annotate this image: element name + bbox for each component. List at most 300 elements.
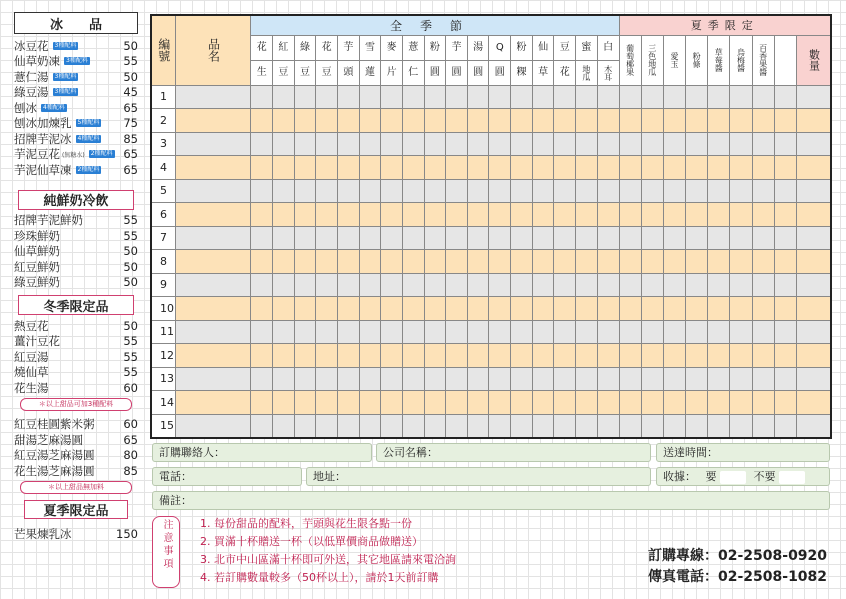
- item-name-cell[interactable]: [176, 344, 251, 368]
- order-cell[interactable]: [446, 391, 468, 415]
- item-name-cell[interactable]: [176, 273, 251, 297]
- order-cell[interactable]: [511, 226, 533, 250]
- order-cell[interactable]: [294, 203, 316, 227]
- order-cell[interactable]: [641, 344, 663, 368]
- order-cell[interactable]: [641, 391, 663, 415]
- order-cell[interactable]: [554, 297, 576, 321]
- order-cell[interactable]: [402, 414, 424, 438]
- order-cell[interactable]: [273, 320, 295, 344]
- order-cell[interactable]: [641, 85, 663, 109]
- order-cell[interactable]: [489, 344, 511, 368]
- order-cell[interactable]: [511, 414, 533, 438]
- order-cell[interactable]: [554, 156, 576, 180]
- order-cell[interactable]: [663, 273, 685, 297]
- order-cell[interactable]: [511, 85, 533, 109]
- order-cell[interactable]: [359, 109, 381, 133]
- order-cell[interactable]: [273, 132, 295, 156]
- order-cell[interactable]: [576, 156, 598, 180]
- order-cell[interactable]: [316, 344, 338, 368]
- order-cell[interactable]: [381, 320, 403, 344]
- order-cell[interactable]: [686, 85, 708, 109]
- contact-person-field[interactable]: [152, 443, 372, 462]
- order-cell[interactable]: [316, 203, 338, 227]
- item-name-cell[interactable]: [176, 391, 251, 415]
- order-cell[interactable]: [402, 250, 424, 274]
- order-cell[interactable]: [446, 344, 468, 368]
- order-cell[interactable]: [663, 391, 685, 415]
- order-cell[interactable]: [273, 414, 295, 438]
- order-cell[interactable]: [294, 109, 316, 133]
- order-cell[interactable]: [359, 414, 381, 438]
- order-cell[interactable]: [467, 344, 489, 368]
- order-cell[interactable]: [597, 85, 619, 109]
- order-cell[interactable]: [402, 203, 424, 227]
- order-cell[interactable]: [467, 297, 489, 321]
- order-cell[interactable]: [576, 344, 598, 368]
- order-cell[interactable]: [338, 156, 360, 180]
- order-cell[interactable]: [402, 226, 424, 250]
- order-cell[interactable]: [619, 297, 641, 321]
- order-cell[interactable]: [619, 273, 641, 297]
- order-cell[interactable]: [489, 132, 511, 156]
- order-cell[interactable]: [597, 203, 619, 227]
- order-cell[interactable]: [359, 203, 381, 227]
- order-cell[interactable]: [381, 179, 403, 203]
- order-cell[interactable]: [489, 391, 511, 415]
- order-cell[interactable]: [641, 273, 663, 297]
- order-cell[interactable]: [554, 179, 576, 203]
- order-cell[interactable]: [489, 273, 511, 297]
- order-cell[interactable]: [511, 297, 533, 321]
- order-cell[interactable]: [796, 109, 831, 133]
- order-cell[interactable]: [597, 109, 619, 133]
- order-cell[interactable]: [402, 320, 424, 344]
- order-cell[interactable]: [511, 250, 533, 274]
- order-cell[interactable]: [381, 250, 403, 274]
- order-cell[interactable]: [796, 367, 831, 391]
- item-name-cell[interactable]: [176, 226, 251, 250]
- order-cell[interactable]: [752, 250, 774, 274]
- order-cell[interactable]: [467, 203, 489, 227]
- order-cell[interactable]: [576, 414, 598, 438]
- order-cell[interactable]: [663, 344, 685, 368]
- order-cell[interactable]: [294, 132, 316, 156]
- order-cell[interactable]: [381, 391, 403, 415]
- order-cell[interactable]: [446, 367, 468, 391]
- order-cell[interactable]: [532, 273, 554, 297]
- order-cell[interactable]: [316, 391, 338, 415]
- order-cell[interactable]: [359, 132, 381, 156]
- order-cell[interactable]: [316, 414, 338, 438]
- order-cell[interactable]: [446, 132, 468, 156]
- order-cell[interactable]: [752, 156, 774, 180]
- order-cell[interactable]: [402, 297, 424, 321]
- order-cell[interactable]: [489, 179, 511, 203]
- order-cell[interactable]: [251, 109, 273, 133]
- order-cell[interactable]: [446, 179, 468, 203]
- order-cell[interactable]: [619, 320, 641, 344]
- order-cell[interactable]: [774, 132, 796, 156]
- order-cell[interactable]: [532, 179, 554, 203]
- order-cell[interactable]: [730, 297, 752, 321]
- order-cell[interactable]: [774, 367, 796, 391]
- order-cell[interactable]: [686, 344, 708, 368]
- order-cell[interactable]: [359, 367, 381, 391]
- order-cell[interactable]: [424, 367, 446, 391]
- order-cell[interactable]: [424, 320, 446, 344]
- order-cell[interactable]: [316, 85, 338, 109]
- order-cell[interactable]: [489, 226, 511, 250]
- order-cell[interactable]: [532, 344, 554, 368]
- order-cell[interactable]: [273, 367, 295, 391]
- order-cell[interactable]: [338, 391, 360, 415]
- order-cell[interactable]: [532, 297, 554, 321]
- order-cell[interactable]: [554, 203, 576, 227]
- order-cell[interactable]: [708, 320, 730, 344]
- order-cell[interactable]: [359, 250, 381, 274]
- order-cell[interactable]: [686, 250, 708, 274]
- order-cell[interactable]: [338, 132, 360, 156]
- order-cell[interactable]: [641, 414, 663, 438]
- address-field[interactable]: [306, 467, 651, 486]
- order-cell[interactable]: [708, 85, 730, 109]
- order-cell[interactable]: [273, 297, 295, 321]
- order-cell[interactable]: [381, 156, 403, 180]
- order-cell[interactable]: [251, 391, 273, 415]
- order-cell[interactable]: [489, 156, 511, 180]
- order-cell[interactable]: [251, 156, 273, 180]
- order-cell[interactable]: [619, 85, 641, 109]
- order-cell[interactable]: [359, 391, 381, 415]
- order-cell[interactable]: [273, 203, 295, 227]
- order-cell[interactable]: [273, 85, 295, 109]
- order-cell[interactable]: [467, 391, 489, 415]
- order-cell[interactable]: [730, 179, 752, 203]
- order-cell[interactable]: [576, 273, 598, 297]
- order-cell[interactable]: [576, 109, 598, 133]
- order-cell[interactable]: [316, 297, 338, 321]
- order-cell[interactable]: [597, 179, 619, 203]
- order-cell[interactable]: [663, 297, 685, 321]
- order-cell[interactable]: [294, 344, 316, 368]
- order-cell[interactable]: [597, 344, 619, 368]
- order-cell[interactable]: [489, 85, 511, 109]
- order-cell[interactable]: [686, 391, 708, 415]
- order-cell[interactable]: [251, 297, 273, 321]
- order-cell[interactable]: [554, 320, 576, 344]
- item-name-cell[interactable]: [176, 132, 251, 156]
- order-cell[interactable]: [402, 391, 424, 415]
- order-cell[interactable]: [467, 320, 489, 344]
- order-cell[interactable]: [686, 156, 708, 180]
- order-cell[interactable]: [730, 109, 752, 133]
- item-name-cell[interactable]: [176, 250, 251, 274]
- order-cell[interactable]: [316, 179, 338, 203]
- order-cell[interactable]: [619, 344, 641, 368]
- order-cell[interactable]: [708, 273, 730, 297]
- order-cell[interactable]: [597, 320, 619, 344]
- order-cell[interactable]: [641, 203, 663, 227]
- order-cell[interactable]: [686, 320, 708, 344]
- order-cell[interactable]: [273, 344, 295, 368]
- order-cell[interactable]: [730, 250, 752, 274]
- order-cell[interactable]: [686, 297, 708, 321]
- order-cell[interactable]: [467, 414, 489, 438]
- order-cell[interactable]: [774, 297, 796, 321]
- order-cell[interactable]: [796, 250, 831, 274]
- order-cell[interactable]: [774, 273, 796, 297]
- order-cell[interactable]: [511, 320, 533, 344]
- order-cell[interactable]: [338, 414, 360, 438]
- order-cell[interactable]: [730, 367, 752, 391]
- order-cell[interactable]: [489, 367, 511, 391]
- order-cell[interactable]: [381, 203, 403, 227]
- order-cell[interactable]: [467, 273, 489, 297]
- item-name-cell[interactable]: [176, 156, 251, 180]
- order-cell[interactable]: [359, 226, 381, 250]
- order-cell[interactable]: [402, 85, 424, 109]
- item-name-cell[interactable]: [176, 203, 251, 227]
- order-cell[interactable]: [554, 132, 576, 156]
- order-cell[interactable]: [251, 132, 273, 156]
- order-cell[interactable]: [663, 203, 685, 227]
- order-cell[interactable]: [686, 273, 708, 297]
- order-cell[interactable]: [663, 226, 685, 250]
- remarks-field[interactable]: [152, 491, 830, 510]
- order-cell[interactable]: [446, 226, 468, 250]
- order-cell[interactable]: [338, 226, 360, 250]
- order-cell[interactable]: [730, 203, 752, 227]
- order-cell[interactable]: [796, 414, 831, 438]
- order-cell[interactable]: [752, 320, 774, 344]
- order-cell[interactable]: [708, 109, 730, 133]
- order-cell[interactable]: [338, 344, 360, 368]
- order-cell[interactable]: [251, 367, 273, 391]
- order-cell[interactable]: [489, 414, 511, 438]
- order-cell[interactable]: [424, 273, 446, 297]
- order-cell[interactable]: [641, 179, 663, 203]
- order-cell[interactable]: [686, 132, 708, 156]
- order-cell[interactable]: [663, 367, 685, 391]
- order-cell[interactable]: [424, 250, 446, 274]
- item-name-cell[interactable]: [176, 414, 251, 438]
- order-cell[interactable]: [359, 85, 381, 109]
- order-cell[interactable]: [641, 156, 663, 180]
- order-cell[interactable]: [273, 273, 295, 297]
- order-cell[interactable]: [576, 179, 598, 203]
- order-cell[interactable]: [686, 179, 708, 203]
- order-cell[interactable]: [446, 320, 468, 344]
- order-cell[interactable]: [294, 367, 316, 391]
- order-cell[interactable]: [708, 414, 730, 438]
- order-cell[interactable]: [294, 156, 316, 180]
- order-cell[interactable]: [294, 179, 316, 203]
- phone-field[interactable]: [152, 467, 302, 486]
- order-cell[interactable]: [641, 297, 663, 321]
- order-cell[interactable]: [796, 273, 831, 297]
- order-cell[interactable]: [424, 179, 446, 203]
- order-cell[interactable]: [532, 250, 554, 274]
- order-cell[interactable]: [532, 156, 554, 180]
- order-cell[interactable]: [663, 85, 685, 109]
- order-cell[interactable]: [294, 414, 316, 438]
- order-cell[interactable]: [338, 273, 360, 297]
- order-cell[interactable]: [294, 391, 316, 415]
- order-cell[interactable]: [359, 344, 381, 368]
- order-cell[interactable]: [511, 344, 533, 368]
- order-cell[interactable]: [796, 132, 831, 156]
- order-cell[interactable]: [273, 226, 295, 250]
- order-cell[interactable]: [316, 132, 338, 156]
- order-cell[interactable]: [424, 109, 446, 133]
- order-cell[interactable]: [294, 273, 316, 297]
- order-cell[interactable]: [511, 109, 533, 133]
- order-cell[interactable]: [730, 344, 752, 368]
- order-cell[interactable]: [576, 391, 598, 415]
- order-cell[interactable]: [663, 132, 685, 156]
- order-cell[interactable]: [489, 297, 511, 321]
- order-cell[interactable]: [796, 320, 831, 344]
- order-cell[interactable]: [686, 226, 708, 250]
- order-cell[interactable]: [708, 344, 730, 368]
- order-cell[interactable]: [446, 250, 468, 274]
- order-cell[interactable]: [446, 156, 468, 180]
- order-cell[interactable]: [467, 367, 489, 391]
- order-cell[interactable]: [708, 203, 730, 227]
- order-cell[interactable]: [424, 297, 446, 321]
- delivery-time-field[interactable]: [656, 443, 830, 462]
- order-cell[interactable]: [663, 414, 685, 438]
- item-name-cell[interactable]: [176, 297, 251, 321]
- order-cell[interactable]: [273, 156, 295, 180]
- order-cell[interactable]: [752, 414, 774, 438]
- order-cell[interactable]: [576, 250, 598, 274]
- order-cell[interactable]: [619, 414, 641, 438]
- order-cell[interactable]: [511, 132, 533, 156]
- order-cell[interactable]: [641, 367, 663, 391]
- order-cell[interactable]: [532, 367, 554, 391]
- order-cell[interactable]: [294, 85, 316, 109]
- order-cell[interactable]: [251, 85, 273, 109]
- order-cell[interactable]: [730, 273, 752, 297]
- item-name-cell[interactable]: [176, 320, 251, 344]
- order-cell[interactable]: [576, 226, 598, 250]
- order-cell[interactable]: [402, 156, 424, 180]
- order-cell[interactable]: [381, 273, 403, 297]
- order-cell[interactable]: [446, 109, 468, 133]
- order-cell[interactable]: [752, 344, 774, 368]
- order-cell[interactable]: [663, 320, 685, 344]
- order-cell[interactable]: [467, 226, 489, 250]
- order-cell[interactable]: [424, 156, 446, 180]
- order-cell[interactable]: [576, 367, 598, 391]
- order-cell[interactable]: [467, 250, 489, 274]
- order-cell[interactable]: [359, 179, 381, 203]
- item-name-cell[interactable]: [176, 179, 251, 203]
- order-cell[interactable]: [554, 391, 576, 415]
- order-cell[interactable]: [708, 367, 730, 391]
- order-cell[interactable]: [381, 132, 403, 156]
- order-cell[interactable]: [641, 132, 663, 156]
- order-cell[interactable]: [554, 109, 576, 133]
- order-cell[interactable]: [752, 367, 774, 391]
- order-cell[interactable]: [774, 391, 796, 415]
- order-cell[interactable]: [294, 226, 316, 250]
- order-cell[interactable]: [576, 203, 598, 227]
- order-cell[interactable]: [511, 367, 533, 391]
- order-cell[interactable]: [730, 226, 752, 250]
- order-cell[interactable]: [641, 250, 663, 274]
- order-cell[interactable]: [554, 250, 576, 274]
- order-cell[interactable]: [424, 391, 446, 415]
- order-cell[interactable]: [730, 132, 752, 156]
- order-cell[interactable]: [752, 203, 774, 227]
- order-cell[interactable]: [730, 156, 752, 180]
- order-cell[interactable]: [489, 320, 511, 344]
- order-cell[interactable]: [402, 109, 424, 133]
- order-cell[interactable]: [511, 273, 533, 297]
- order-cell[interactable]: [554, 414, 576, 438]
- order-cell[interactable]: [752, 109, 774, 133]
- order-cell[interactable]: [686, 367, 708, 391]
- order-cell[interactable]: [752, 85, 774, 109]
- order-cell[interactable]: [752, 273, 774, 297]
- order-cell[interactable]: [381, 109, 403, 133]
- order-cell[interactable]: [338, 203, 360, 227]
- order-cell[interactable]: [641, 226, 663, 250]
- order-cell[interactable]: [576, 297, 598, 321]
- order-cell[interactable]: [316, 320, 338, 344]
- order-cell[interactable]: [597, 250, 619, 274]
- item-name-cell[interactable]: [176, 109, 251, 133]
- order-cell[interactable]: [467, 132, 489, 156]
- order-cell[interactable]: [424, 85, 446, 109]
- order-cell[interactable]: [663, 250, 685, 274]
- order-cell[interactable]: [273, 391, 295, 415]
- order-cell[interactable]: [424, 226, 446, 250]
- order-cell[interactable]: [774, 203, 796, 227]
- order-cell[interactable]: [446, 414, 468, 438]
- order-cell[interactable]: [532, 226, 554, 250]
- order-cell[interactable]: [511, 179, 533, 203]
- order-cell[interactable]: [532, 414, 554, 438]
- order-cell[interactable]: [273, 250, 295, 274]
- order-cell[interactable]: [489, 203, 511, 227]
- order-cell[interactable]: [251, 320, 273, 344]
- order-cell[interactable]: [752, 226, 774, 250]
- order-cell[interactable]: [294, 297, 316, 321]
- order-cell[interactable]: [686, 414, 708, 438]
- order-cell[interactable]: [489, 109, 511, 133]
- order-cell[interactable]: [402, 367, 424, 391]
- order-cell[interactable]: [338, 85, 360, 109]
- order-cell[interactable]: [730, 85, 752, 109]
- order-cell[interactable]: [597, 391, 619, 415]
- order-cell[interactable]: [774, 320, 796, 344]
- order-cell[interactable]: [467, 179, 489, 203]
- order-cell[interactable]: [774, 226, 796, 250]
- order-cell[interactable]: [619, 179, 641, 203]
- order-cell[interactable]: [532, 203, 554, 227]
- order-cell[interactable]: [663, 156, 685, 180]
- order-cell[interactable]: [381, 414, 403, 438]
- order-cell[interactable]: [752, 297, 774, 321]
- order-cell[interactable]: [532, 391, 554, 415]
- order-cell[interactable]: [381, 297, 403, 321]
- order-cell[interactable]: [359, 297, 381, 321]
- order-cell[interactable]: [730, 391, 752, 415]
- order-cell[interactable]: [619, 250, 641, 274]
